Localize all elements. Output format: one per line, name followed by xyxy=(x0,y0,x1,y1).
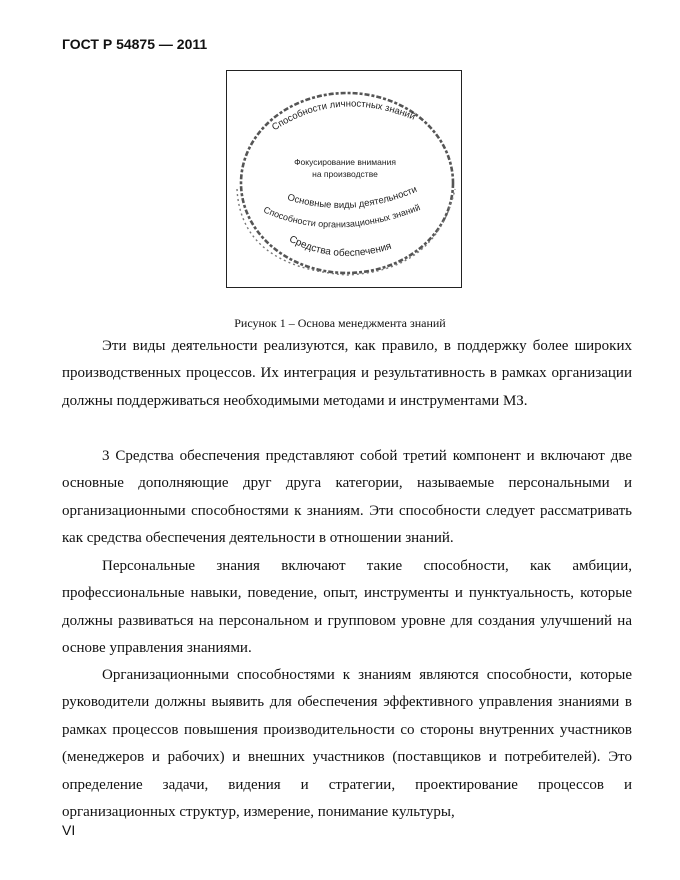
paragraph-3: Персональные знания включают такие способности, как амбиции, профессиональные навыки, поведение, опыт, инструменты и пунктуальность, которые должны развиваться на персональном и групповом уровне для создания улучшений на основе управления знаниями. xyxy=(62,558,632,657)
knowledge-management-figure xyxy=(226,70,462,288)
figure-caption: Рисунок 1 – Основа менеджмента знаний xyxy=(234,316,446,330)
paragraph-2: 3 Средства обеспечения представляют собой третий компонент и включают две основные дополняющие друг друга категории, называемые персональными и организационными способностями к знаниям. Эти способности следует рассматривать как средства обеспечения деятельности в отношении знаний. xyxy=(62,448,632,547)
center-label-line2: на производстве xyxy=(312,169,378,179)
paragraph-1: Эти виды деятельности реализуются, как правило, в поддержку более широких производственных процессов. Их интеграция и результативность в рамках организации должны поддерживаться необходимыми методами и инструментами МЗ. xyxy=(62,338,632,409)
outer-ellipse xyxy=(241,93,453,273)
center-label-line1: Фокусирование внимания xyxy=(294,157,396,167)
document-code: ГОСТ Р 54875 — 2011 xyxy=(62,36,208,52)
arc-label-activities: Основные виды деятельности xyxy=(286,184,419,211)
arc-label-organizational: Способности организационных знаний xyxy=(262,202,422,230)
paragraph-4: Организационными способностями к знаниям являются способности, которые руководители должны выявить для обеспечения эффективного управления знаниями в рамках процессов повышения производительности со стороны внутренних участников (менеджеров и рабочих) и внешних участников (поставщиков и потребителей). Это определение задачи, видения и стратегии, проектирование процессов и организационных структур, измерение, понимание культуры, xyxy=(62,667,632,821)
outer-arc-label: Способности личностных знаний xyxy=(270,98,417,134)
figure-diagram xyxy=(227,71,463,289)
page-number: VI xyxy=(62,822,76,838)
arc-label-support: Средства обеспечения xyxy=(287,233,393,260)
